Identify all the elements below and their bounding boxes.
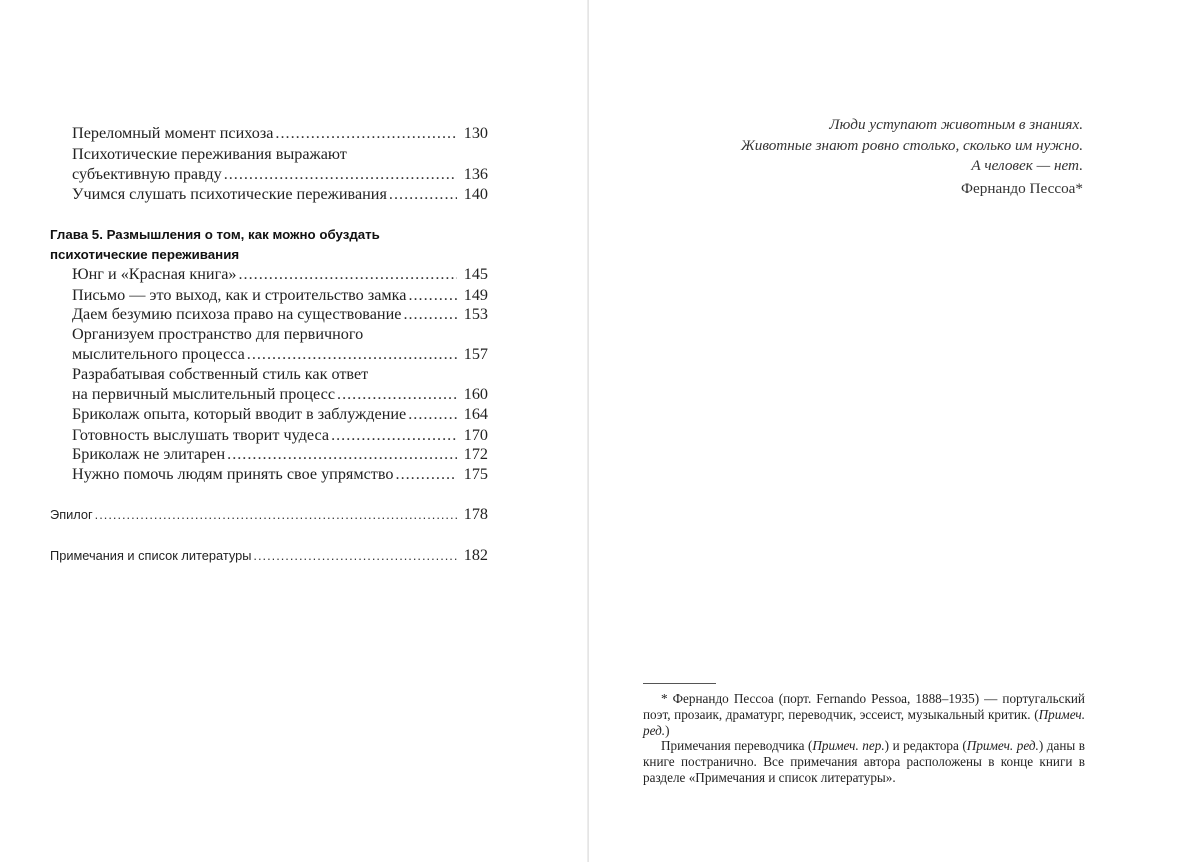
footnote-translator-mark: Примеч. пер. [812, 738, 885, 753]
toc-entry[interactable] [72, 404, 488, 424]
toc-entry-title: Учимся слушать психотические переживания [72, 185, 387, 203]
leader-dots [408, 404, 457, 424]
toc-entry-page: 172 [463, 445, 488, 463]
toc-entry[interactable] [72, 444, 488, 464]
toc-entry[interactable] [72, 425, 488, 445]
toc-entry-page: 170 [463, 426, 488, 444]
toc-entry-page: 164 [463, 405, 488, 423]
toc-entry-page: 175 [463, 465, 488, 483]
toc-entry-page: 145 [463, 265, 488, 283]
toc-entry[interactable] [72, 384, 488, 404]
chapter-heading-line2: психотические переживания [50, 247, 240, 262]
footnote-text: * Фернандо Пессоа (порт. Fernando Pessoa, 1888–1935) — португальский поэт, прозаик, драматург, переводчик, эссеист, музыкальный критик. [643, 691, 1085, 722]
leader-dots [253, 546, 457, 566]
epigraph-line: Люди уступают животным в знаниях. [829, 116, 1083, 133]
toc-entry-title: Юнг и «Красная книга» [72, 265, 237, 283]
epigraph-quote [603, 115, 1083, 177]
toc-entry-line1: Организуем пространство для первичного [72, 325, 364, 343]
toc-entry-page: 140 [463, 185, 488, 203]
toc-entry-title: Даем безумию психоза право на существование [72, 305, 402, 323]
toc-entry-notes[interactable] [50, 545, 488, 566]
toc-entry-title: Бриколаж не элитарен [72, 445, 226, 463]
footnote-editor-mark: Примеч. ред. [966, 738, 1039, 753]
leader-dots [224, 164, 457, 184]
toc-entry-title: Готовность выслушать творит чудеса [72, 426, 330, 444]
toc-entry-title: Нужно помочь людям принять свое упрямство [72, 465, 394, 483]
footnote-author [643, 691, 1085, 738]
footnote-text: ) даны в книге постранично. Все примечания автора расположены в конце книги в разделе «Примечания и список литературы». [643, 738, 1086, 785]
toc-entry-title: Эпилог [50, 507, 93, 522]
leader-dots [403, 304, 457, 324]
toc-entry-line1: Разрабатывая собственный стиль как ответ [72, 365, 369, 383]
leader-dots [227, 444, 457, 464]
toc-entry-title: Примечания и список литературы [50, 548, 252, 563]
toc-entry-page: 153 [463, 305, 488, 323]
toc-entry-page: 157 [463, 345, 488, 363]
toc-entry-title: субъективную правду [72, 165, 222, 183]
toc-entry[interactable] [72, 285, 488, 305]
footnote-text: ) и редактора ( [884, 738, 967, 753]
leader-dots [396, 464, 457, 484]
leader-dots [95, 505, 457, 525]
toc-entry-page: 160 [463, 385, 488, 403]
leader-dots [239, 264, 458, 284]
toc-entry-title: на первичный мыслительный процесс [72, 385, 336, 403]
toc-entry-line1: Психотические переживания выражают [72, 145, 347, 163]
left-page-toc [0, 0, 588, 862]
toc-entry-page: 149 [463, 286, 488, 304]
footnote-editor-mark: Примеч. ред. [643, 706, 1085, 738]
leader-dots [337, 384, 457, 404]
toc-entry-page: 136 [463, 165, 488, 183]
toc-entry-title: Переломный момент психоза [72, 124, 274, 142]
toc-entry-page: 182 [463, 546, 488, 564]
toc-entry[interactable] [72, 184, 488, 204]
footnote-text: Примечания переводчика ( [661, 738, 813, 753]
footnote-paren: ) [665, 722, 670, 738]
leader-dots [247, 344, 457, 364]
toc-entry[interactable] [72, 264, 488, 284]
toc-entry-page: 178 [463, 505, 488, 523]
leader-dots [389, 184, 457, 204]
chapter-heading-line1: Глава 5. Размышления о том, как можно обуздать [50, 227, 380, 242]
leader-dots [331, 425, 457, 445]
toc-entry[interactable] [72, 344, 488, 364]
footnote-paren: ( [1034, 706, 1039, 722]
toc-entry[interactable] [72, 464, 488, 484]
toc-entry-title: Бриколаж опыта, который вводит в заблуждение [72, 405, 407, 423]
toc-entry-title: Письмо — это выход, как и строительство замка [72, 286, 407, 304]
toc-entry-epilogue[interactable] [50, 504, 488, 525]
epigraph-line: Животные знают ровно столько, сколько им нужно. [740, 136, 1083, 154]
chapter-5-heading[interactable] [50, 225, 450, 265]
toc-entry[interactable] [72, 164, 488, 184]
leader-dots [275, 123, 457, 143]
epigraph-line: А человек — нет. [971, 157, 1083, 174]
footnote-separator [643, 683, 716, 684]
leader-dots [408, 285, 457, 305]
toc-entry[interactable] [72, 304, 488, 324]
toc-entry-page: 130 [463, 124, 488, 142]
toc-entry-title: мыслительного процесса [72, 345, 245, 363]
toc-entry[interactable] [72, 123, 488, 143]
epigraph-author: Фернандо Пессоа* [961, 180, 1083, 197]
footnote-notes-info [643, 738, 1085, 785]
